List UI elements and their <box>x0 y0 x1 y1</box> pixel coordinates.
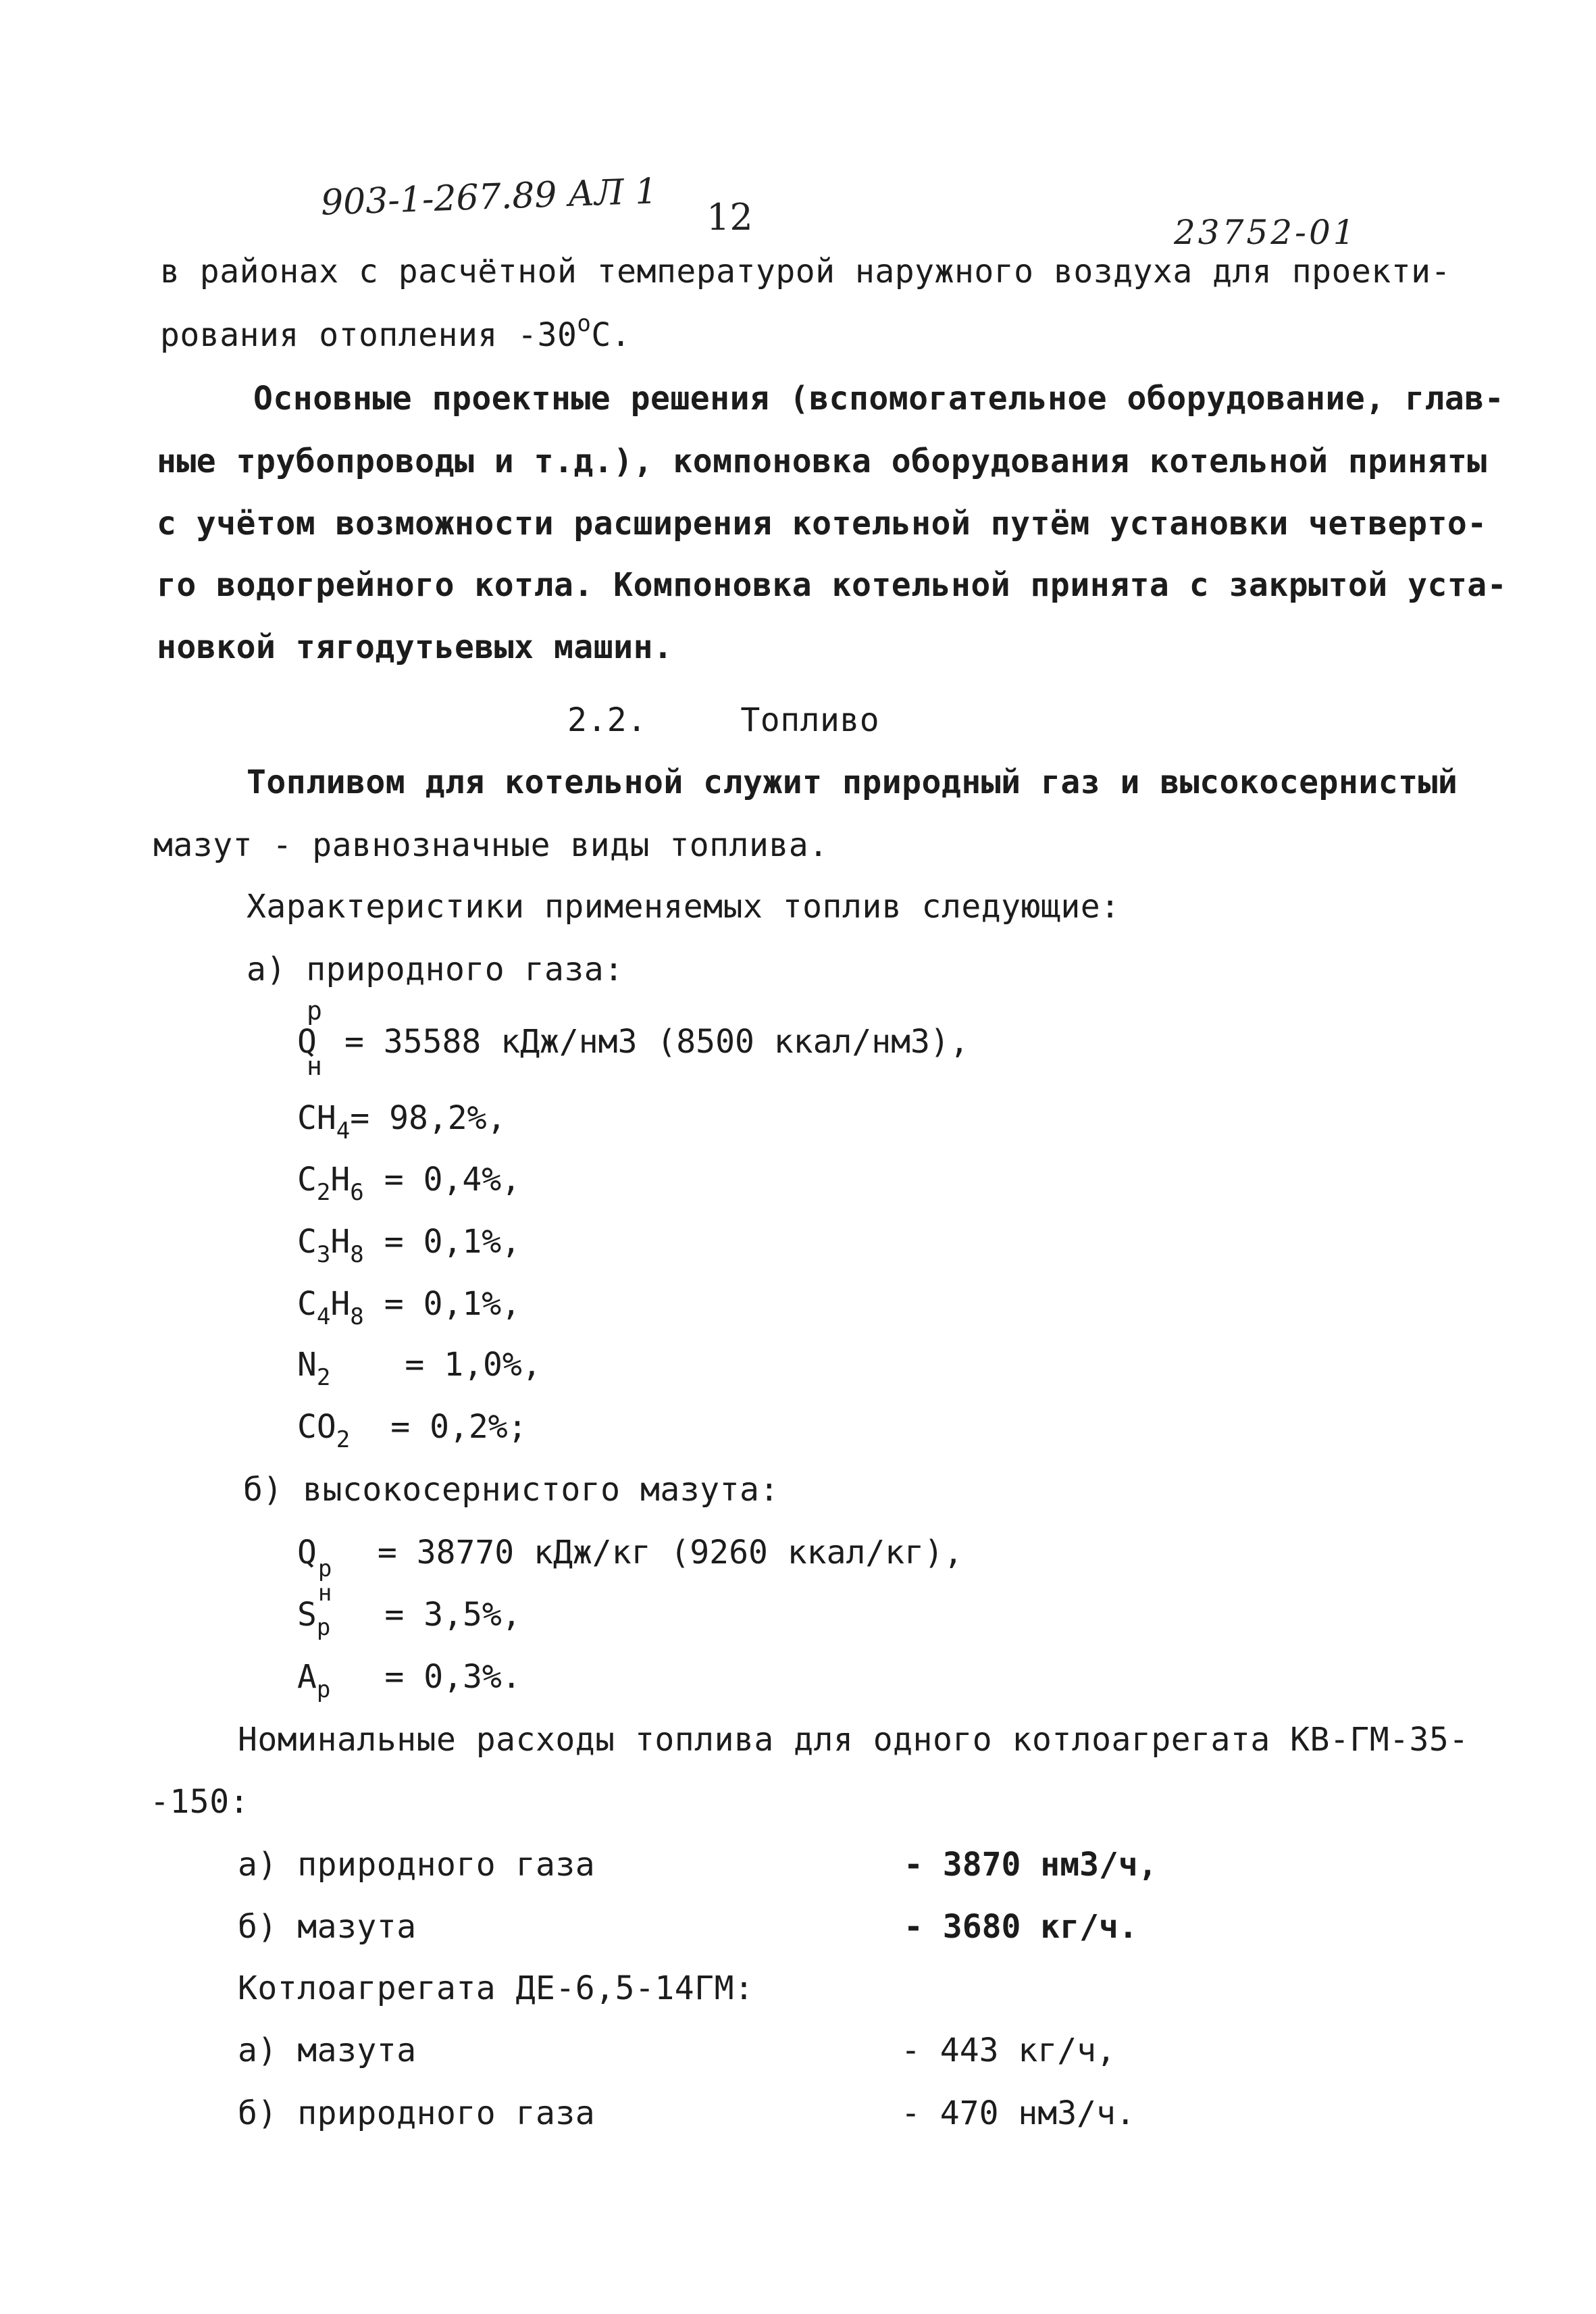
intro-line-2-suffix: С. <box>591 316 632 354</box>
section-number: 2.2. <box>567 701 647 739</box>
characteristics-intro: Характеристики применяемых топлив следующие: <box>247 888 1121 926</box>
intro-line-2 <box>160 310 632 359</box>
gas-component-row: $N_2 = 1,0\%$, <box>297 1346 542 1391</box>
section-heading <box>567 700 879 740</box>
mazut-label: б) высокосернистого мазута: <box>243 1471 779 1509</box>
kvgm-mazut-value: - 3680 кг/ч. <box>904 1908 1138 1946</box>
q-symbol: Q р н <box>297 996 322 1081</box>
mazut-sulfur: $S_р = 3,5\%$, <box>297 1596 521 1641</box>
gas-component-row: $C_3H_8 = 0,1\%$, <box>297 1223 521 1268</box>
para1-line-4: го водогрейного котла. Компоновка котельной принята с закрытой уста- <box>157 566 1508 604</box>
kvgm-gas-label: а) природного газа <box>238 1846 596 1884</box>
gas-component-row: $C_2H_6 = 0,4\%$, <box>297 1161 521 1206</box>
consumption-line-1: Номинальные расходы топлива для одного котлоагрегата КВ-ГМ-35- <box>238 1721 1469 1759</box>
kvgm-gas-value: - 3870 нм3/ч, <box>904 1846 1158 1884</box>
page-number: 12 <box>706 196 753 238</box>
intro-line-2-prefix: рования отопления -30 <box>160 316 577 354</box>
gas-component-row: $CH_4= 98,2\%$, <box>297 1099 507 1145</box>
gas-calorific-value: Q р н = 35588 кДж/нм3 (8500 ккал/нм3), <box>297 996 969 1081</box>
para1-line-1: Основные проектные решения (вспомогательное оборудование, глав- <box>253 380 1505 418</box>
stamp-number: 23752-01 <box>1174 213 1358 252</box>
gas-component-row: $CO_2 = 0,2\%$; <box>297 1408 527 1453</box>
kvgm-mazut-label: б) мазута <box>238 1908 417 1946</box>
section-title: Топливо <box>740 701 880 739</box>
mazut-calorific-value: Q р н = 38770 кДж/кг (9260 ккал/кг), <box>297 1534 963 1607</box>
de-mazut-value: - 443 кг/ч, <box>901 2032 1116 2069</box>
degree-sup: о <box>577 310 592 337</box>
de-mazut-label: а) мазута <box>238 2032 417 2069</box>
gas-component-row: $C_4H_8 = 0,1\%$, <box>297 1285 521 1330</box>
mazut-ash: $A_р = 0,3\%$. <box>297 1658 521 1703</box>
gas-label: а) природного газа: <box>247 951 624 988</box>
para2-line-1: Топливом для котельной служит природный газ и высокосернистый <box>247 763 1458 801</box>
para2-line-2: мазут - равнозначные виды топлива. <box>153 826 829 864</box>
para1-line-5: новкой тягодутьевых машин. <box>157 628 673 666</box>
de-gas-value: - 470 нм3/ч. <box>901 2094 1135 2132</box>
consumption-line-2: -150: <box>150 1783 249 1821</box>
de-title: Котлоагрегата ДЕ-6,5-14ГМ: <box>238 1969 754 2007</box>
doc-code: 903-1-267.89 АЛ 1 <box>320 171 659 224</box>
para1-line-2: ные трубопроводы и т.д.), компоновка оборудования котельной приняты <box>157 443 1487 480</box>
para1-line-3: с учётом возможности расширения котельной путём установки четверто- <box>157 505 1487 543</box>
intro-line-1: в районах с расчётной температурой наружного воздуха для проекти- <box>160 253 1451 291</box>
de-gas-label: б) природного газа <box>238 2094 596 2132</box>
